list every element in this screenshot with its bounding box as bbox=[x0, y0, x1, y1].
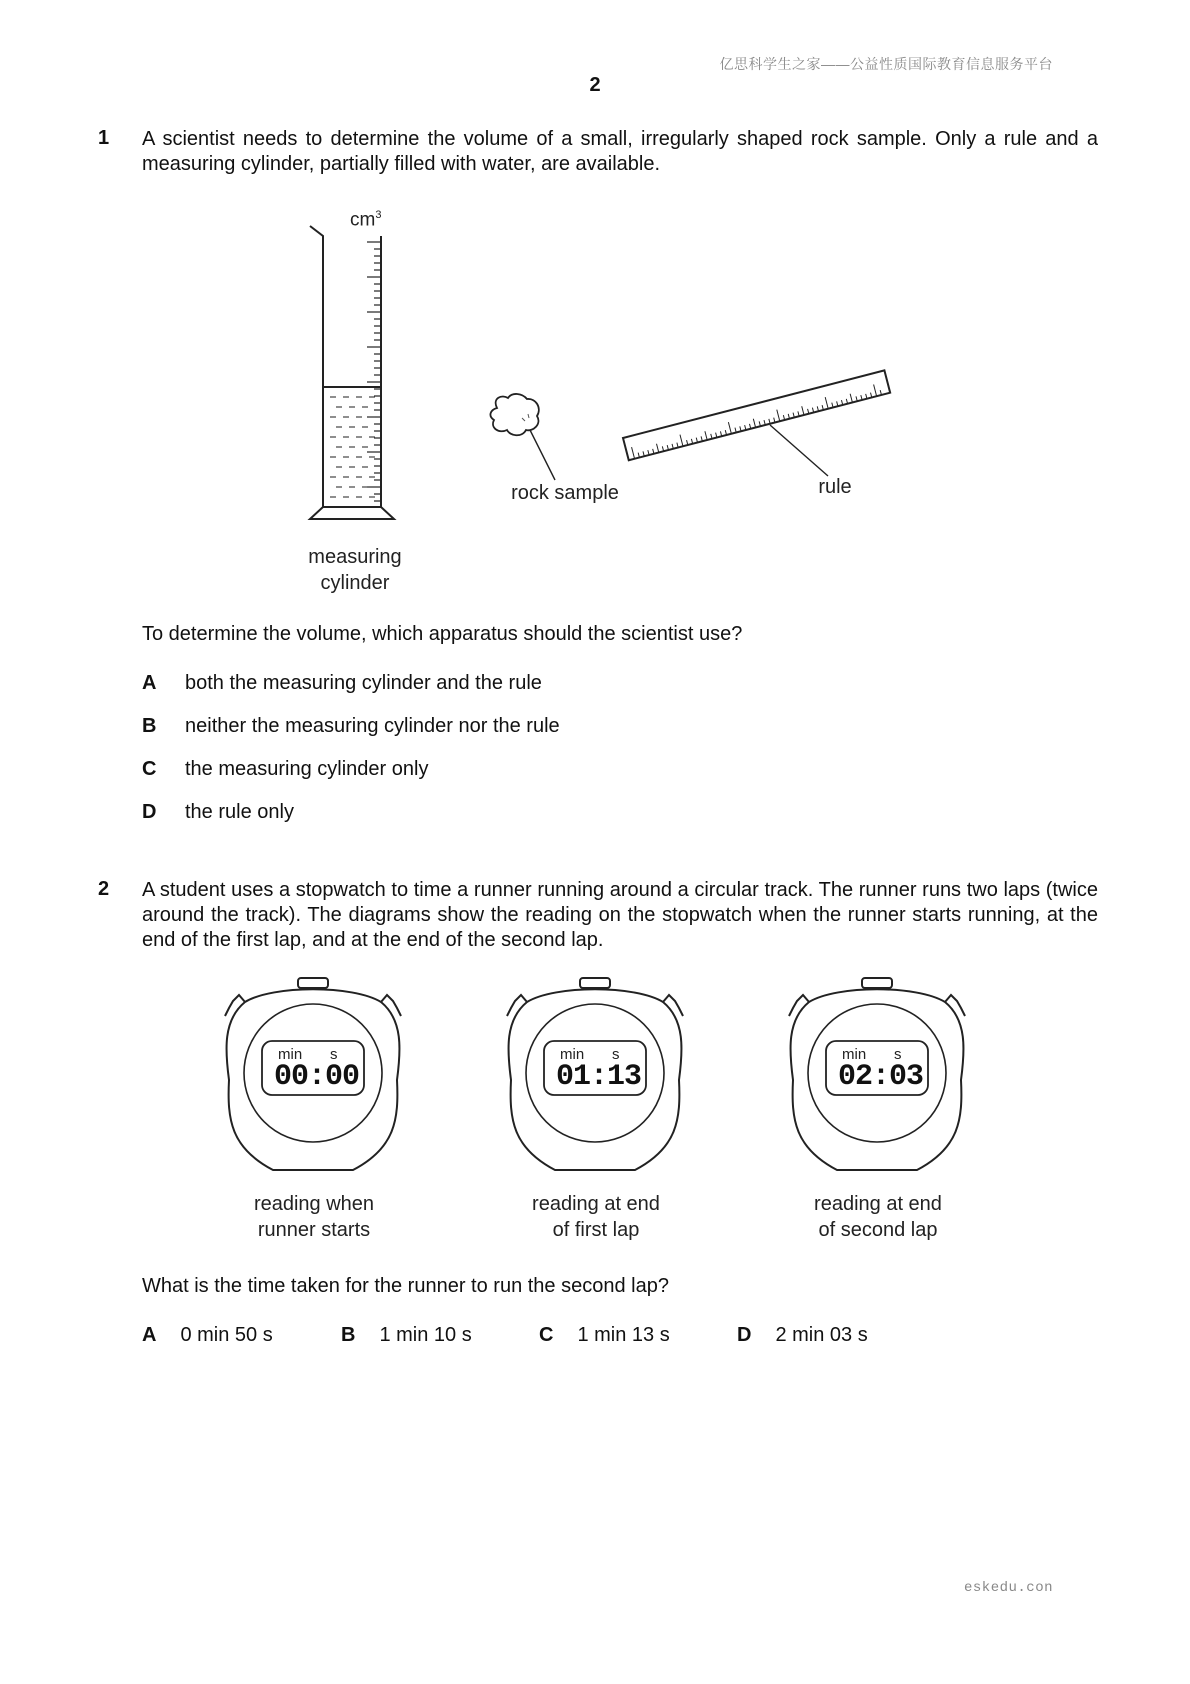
q2-option-a[interactable] bbox=[142, 1324, 273, 1347]
cylinder-label: measuring cylinder bbox=[308, 546, 402, 594]
question-1-text: A scientist needs to determine the volume of a small, irregularly shaped rock sample. Only a rule and a measuring cylinder, partially filled with water, are available. bbox=[142, 128, 1098, 175]
q2-option-a-letter[interactable]: A bbox=[142, 1324, 157, 1346]
question-1-number: 1 bbox=[98, 127, 110, 149]
q1-option-a-letter[interactable]: A bbox=[142, 672, 157, 694]
q2-option-b[interactable] bbox=[341, 1324, 472, 1347]
stopwatch-2-reading: 01:13 bbox=[556, 1060, 642, 1094]
question-2-text: A student uses a stopwatch to time a runner running around a circular track. The runner runs two laps (twice around the track). The diagrams show the reading on the stopwatch when the runner starts running, at the end of the first lap, and at the end of the second lap. bbox=[142, 879, 1098, 951]
q2-option-d-letter[interactable]: D bbox=[737, 1324, 752, 1346]
cylinder-unit-label: $cm^3$ bbox=[350, 209, 382, 231]
measuring-cylinder bbox=[310, 226, 394, 519]
stopwatch-3-min-label: min bbox=[842, 1046, 867, 1063]
stopwatch-1-min-label: min bbox=[278, 1046, 303, 1063]
q1-option-b-letter[interactable]: B bbox=[142, 715, 157, 737]
stopwatch-3-s-label: s bbox=[894, 1046, 902, 1063]
q2-option-b-text[interactable]: 1 min 10 s bbox=[379, 1324, 472, 1346]
q2-option-c[interactable] bbox=[539, 1324, 670, 1347]
question-2-number: 2 bbox=[98, 878, 110, 900]
q1-option-d-letter[interactable]: D bbox=[142, 801, 157, 823]
q1-option-c-text[interactable]: the measuring cylinder only bbox=[185, 758, 429, 780]
rule-label: rule bbox=[818, 476, 852, 498]
q1-option-a-text[interactable]: both the measuring cylinder and the rule bbox=[185, 672, 542, 694]
rock-sample-shape bbox=[490, 394, 538, 435]
q2-option-b-letter[interactable]: B bbox=[341, 1324, 356, 1346]
footer-watermark: eskedu.con bbox=[963, 1580, 1053, 1596]
rock-leader-line bbox=[530, 430, 555, 480]
stopwatch-2-caption: reading at end of first lap bbox=[532, 1193, 660, 1241]
q2-option-d-text[interactable]: 2 min 03 s bbox=[775, 1324, 868, 1346]
stopwatch-1-reading: 00:00 bbox=[274, 1060, 360, 1094]
rock-sample-label: rock sample bbox=[511, 482, 619, 504]
question-2-prompt: What is the time taken for the runner to run the second lap? bbox=[142, 1275, 669, 1297]
stopwatch-3-caption: reading at end of second lap bbox=[814, 1193, 942, 1241]
question-1-prompt: To determine the volume, which apparatus should the scientist use? bbox=[142, 623, 743, 645]
q1-option-b-text[interactable]: neither the measuring cylinder nor the rule bbox=[185, 715, 560, 737]
ruler bbox=[623, 370, 890, 460]
stopwatch-2-s-label: s bbox=[612, 1046, 620, 1063]
stopwatch-1-caption: reading when runner starts bbox=[253, 1193, 375, 1241]
q2-option-a-text[interactable]: 0 min 50 s bbox=[180, 1324, 273, 1346]
q2-option-d[interactable] bbox=[737, 1324, 868, 1347]
rule-leader-line bbox=[770, 425, 828, 476]
stopwatch-1-s-label: s bbox=[330, 1046, 338, 1063]
stopwatch-2-min-label: min bbox=[560, 1046, 585, 1063]
stopwatch-3-reading: 02:03 bbox=[838, 1060, 924, 1094]
q2-option-c-text[interactable]: 1 min 13 s bbox=[577, 1324, 670, 1346]
q1-option-d-text[interactable]: the rule only bbox=[185, 801, 294, 823]
header-watermark: 亿思科学生之家——公益性质国际教育信息服务平台 bbox=[719, 56, 1053, 72]
q2-option-c-letter[interactable]: C bbox=[539, 1324, 554, 1346]
page-number: 2 bbox=[589, 74, 601, 96]
q1-option-c-letter[interactable]: C bbox=[142, 758, 157, 780]
